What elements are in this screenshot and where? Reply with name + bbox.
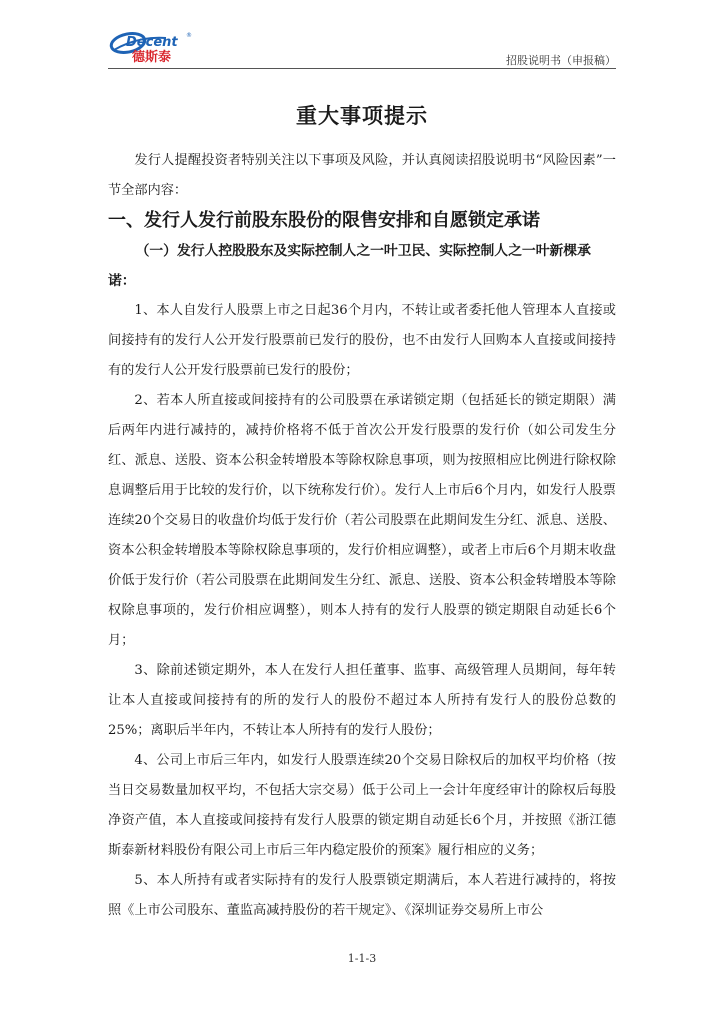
page-title: 重大事项提示 [296,103,428,128]
logo-registered-mark: ® [186,32,192,39]
subsection-heading: （一）发行人控股股东及实际控制人之一叶卫民、实际控制人之一叶新棵承诺： [108,243,591,289]
header-divider [108,68,616,69]
document-type-label: 招股说明书（申报稿） [506,54,616,67]
section-heading: 一、发行人发行前股东股份的限售安排和自愿锁定承诺 [108,210,540,231]
page-header [108,26,616,70]
intro-paragraph: 发行人提醒投资者特别关注以下事项及风险，并认真阅读招股说明书“风险因素”一节全部内容： [108,153,616,198]
logo-text-cn: 德斯泰 [132,50,172,65]
commitment-paragraph-2: 2、若本人所直接或间接持有的公司股票在承诺锁定期（包括延长的锁定期限）满后两年内进行减持的，减持价格将不低于首次公开发行股票的发行价（如公司发生分红、派息、送股、资本公积金转增股本等除权除息事项，则为按照相应比例进行除权除息调整后用于比较的发行价，以下统称发行价）。发行人上市后6个月内，如发行人股票连续20个交易日的收盘价均低于发行价（若公司股票在此期间发生分红、派息、送股、资本公积金转增股本等除权除息事项的，发行价相应调整），或者上市后6个月期末收盘价低于发行价（若公司股票在此期间发生分红、派息、送股、资本公积金转增股本等除权除息事项的，发行价相应调整），则本人持有的发行人股票的锁定期限自动延长6个月； [108,393,616,648]
company-logo [108,26,198,66]
logo-text-en: Decent [126,35,178,50]
commitment-paragraph-4: 4、公司上市后三年内，如发行人股票连续20个交易日除权后的加权平均价格（按当日交易数量加权平均，不包括大宗交易）低于公司上一会计年度经审计的除权后每股净资产值，本人直接或间接持有发行人股票的锁定期自动延长6个月，并按照《浙江德斯泰新材料股份有限公司上市后三年内稳定股价的预案》履行相应的义务； [108,753,616,858]
commitment-paragraph-3: 3、除前述锁定期外，本人在发行人担任董事、监事、高级管理人员期间，每年转让本人直接或间接持有的所的发行人的股份不超过本人所持有发行人的股份总数的25%；离职后半年内，不转让本人所持有的发行人股份； [108,663,616,738]
decent-logo-icon [108,26,198,66]
commitment-paragraph-1: 1、本人自发行人股票上市之日起36个月内，不转让或者委托他人管理本人直接或间接持有的发行人公开发行股票前已发行的股份，也不由发行人回购本人直接或间接持有的发行人公开发行股票前已发行的股份； [108,303,616,378]
page-content [108,100,616,926]
page-number: 1-1-3 [347,952,377,965]
commitment-paragraph-5: 5、本人所持有或者实际持有的发行人股票锁定期满后，本人若进行减持的，将按照《上市公司股东、董监高减持股份的若干规定》、《深圳证券交易所上市公 [108,873,616,918]
